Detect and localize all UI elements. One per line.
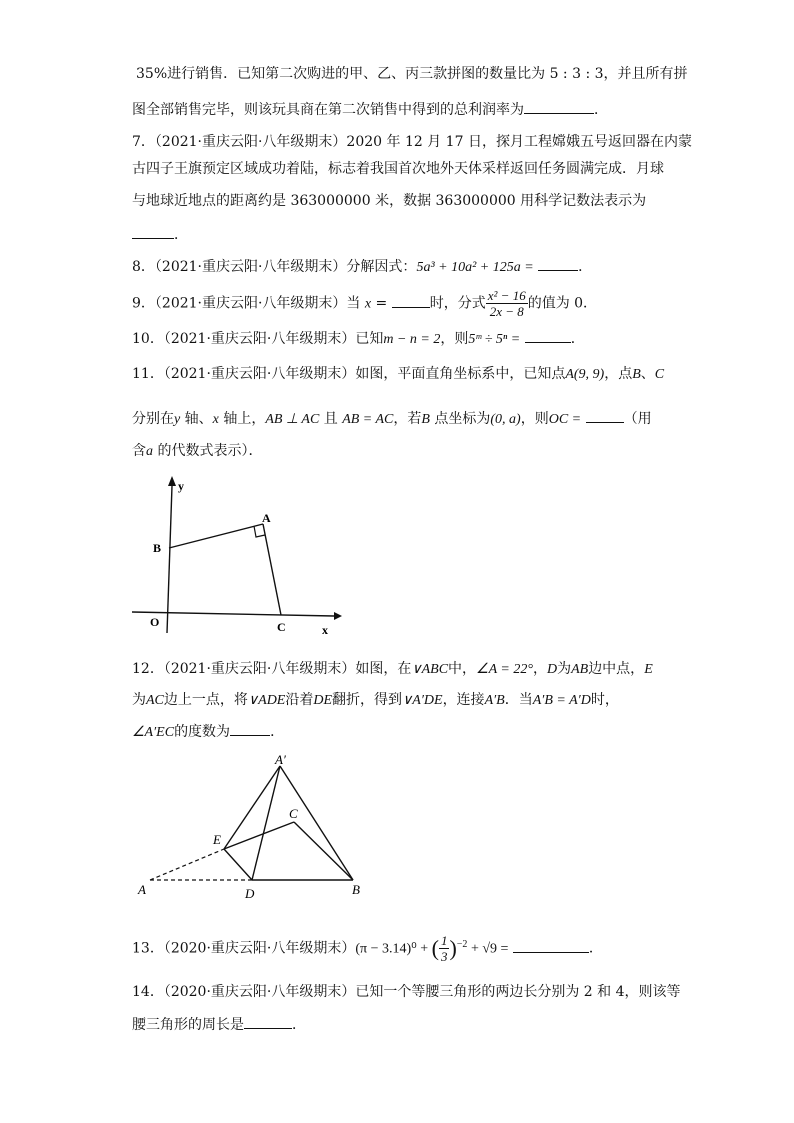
question-7-line: 7．（2021·重庆云阳·八年级期末）2020 年 12 月 17 日，探月工程嫦娥五号返回器在内蒙 <box>132 134 692 150</box>
text: 9．（2021·重庆云阳·八年级期末）当 <box>132 295 365 312</box>
figure-coordinate-diagram <box>120 468 350 646</box>
math-expression: OC = <box>548 412 582 427</box>
text: ，点 <box>604 366 633 382</box>
answer-blank[interactable] <box>525 328 571 343</box>
fraction <box>486 288 528 319</box>
label-y: y <box>178 479 184 493</box>
text: 为 <box>132 692 146 708</box>
text: 11．（2021·重庆云阳·八年级期末）如图，平面直角坐标系中，已知点 <box>132 366 566 382</box>
math-expression: A′B <box>484 693 505 708</box>
text-line <box>132 99 608 120</box>
segment-cb <box>294 822 353 880</box>
segment-a-prime-d <box>252 766 280 880</box>
text: 腰三角形的周长是 <box>132 1017 244 1033</box>
math-expression: ∠A′EC <box>132 725 175 740</box>
exponent: −2 <box>456 939 468 950</box>
math-expression: A′B = A′D <box>532 693 591 708</box>
question-7-line <box>132 224 188 245</box>
text: ． <box>292 1017 306 1033</box>
fraction-numerator: 1 <box>440 933 448 949</box>
math-var: DE <box>313 693 333 708</box>
question-14-line: 14．（2020·重庆云阳·八年级期末）已知一个等腰三角形的两边长分别为 2 和 4，则该等 <box>132 984 681 1000</box>
question-7-line: 与地球近地点的距离约是 363000000 米，数据 363000000 用科学记数法表示为 <box>132 193 647 209</box>
label-o: O <box>150 615 160 629</box>
text: 边中点， <box>588 661 645 677</box>
math-expression: ∠A = 22° <box>476 662 533 677</box>
text: ，连接 <box>442 692 485 708</box>
text: 为 <box>557 661 572 677</box>
answer-blank[interactable] <box>586 408 624 423</box>
text: 10．（2021·重庆云阳·八年级期末）已知 <box>132 331 384 347</box>
math-expression: (π − 3.14)⁰ + <box>355 941 432 957</box>
text: 翻折，得到 <box>332 692 403 708</box>
text: 12．（2021·重庆云阳·八年级期末）如图，在 <box>132 661 412 677</box>
math-var: a <box>146 444 153 459</box>
fraction-numerator: x² − 16 <box>487 288 526 303</box>
text: 分别在 <box>132 411 174 427</box>
text: 时，分式 <box>429 295 486 312</box>
text: ，则 <box>520 411 549 427</box>
text: 沿着 <box>285 692 314 708</box>
question-12-line <box>132 659 653 680</box>
math-expression: 5ᵐ ÷ 5ⁿ = <box>468 332 521 347</box>
question-12-line <box>132 721 284 743</box>
segment-ab <box>169 524 263 548</box>
question-13-line <box>132 930 603 964</box>
text: 且 <box>319 411 343 427</box>
question-7-line: 古四子王旗预定区域成功着陆，标志着我国首次地外天体采样返回任务圆满完成．月球 <box>132 161 664 177</box>
math-expression: (0, a) <box>490 412 521 427</box>
math-var: B <box>421 412 430 427</box>
text: 的度数为 <box>174 724 231 740</box>
segment-ec <box>224 822 294 849</box>
fraction-denominator: 2x − 8 <box>489 304 524 319</box>
question-11-line <box>132 441 262 462</box>
x-axis-arrow <box>334 612 342 620</box>
text: 的值为 0． <box>527 295 598 312</box>
label-e: E <box>213 832 221 847</box>
math-expression: + √9 = <box>467 941 509 957</box>
text: ， <box>532 661 547 677</box>
label-x: x <box>322 623 328 637</box>
text: ．当 <box>504 692 533 708</box>
text: ． <box>174 227 188 243</box>
answer-blank[interactable] <box>524 99 594 114</box>
segment-ae-dashed <box>150 849 224 880</box>
answer-blank[interactable] <box>513 938 589 953</box>
segment-a-prime-e <box>224 766 280 849</box>
math-expression: 5a³ + 10a² + 125a = <box>416 260 534 275</box>
text: 点坐标为 <box>429 411 491 427</box>
paren-open: ( <box>431 935 439 961</box>
math-var: C <box>654 367 665 382</box>
math-expression: AB ⊥ AC <box>265 412 320 427</box>
text: ． <box>570 331 585 347</box>
math-expression: ∨A′DE <box>402 693 443 708</box>
math-expression: A(9, 9) <box>565 367 605 382</box>
text: ，则 <box>440 331 469 347</box>
label-d: D <box>245 886 255 901</box>
text: 8．（2021·重庆云阳·八年级期末）分解因式： <box>132 259 417 275</box>
text: 中， <box>448 661 477 677</box>
label-a: A <box>262 511 271 525</box>
paren-close: ) <box>449 935 457 961</box>
math-var: AC <box>146 693 164 708</box>
math-var: D <box>546 662 558 677</box>
math-expression: ∨ABC <box>411 662 449 677</box>
question-10-line <box>132 328 585 350</box>
math-var: x <box>212 412 219 427</box>
segment-de <box>224 849 252 880</box>
answer-blank[interactable] <box>244 1014 292 1029</box>
math-var: AB <box>571 662 589 677</box>
text: 时， <box>590 692 619 708</box>
text: 轴上， <box>218 411 266 427</box>
label-c: C <box>277 620 286 634</box>
math-var: E <box>644 662 653 677</box>
math-var: y <box>174 412 181 427</box>
question-11-line <box>132 364 664 385</box>
text: 图全部销售完毕，则该玩具商在第二次销售中得到的总利润率为 <box>132 102 524 118</box>
segment-ac <box>263 524 281 615</box>
y-axis-arrow <box>168 476 176 486</box>
text: 、 <box>640 366 655 382</box>
math-expression: ∨ADE <box>247 693 286 708</box>
answer-blank[interactable] <box>392 293 430 308</box>
text: 轴、 <box>180 411 213 427</box>
math-expression: AB = AC <box>342 412 394 427</box>
fraction-denominator: 3 <box>440 949 448 965</box>
text: 边上一点，将 <box>163 692 248 708</box>
answer-blank[interactable] <box>230 721 270 736</box>
text: （用 <box>623 411 652 427</box>
text: 的代数式表示）． <box>153 443 263 459</box>
math-var: x <box>364 296 372 312</box>
text: ． <box>588 940 603 957</box>
question-12-line <box>132 690 619 711</box>
math-expression: m − n = 2 <box>383 332 441 347</box>
answer-blank[interactable] <box>132 224 174 239</box>
text: 含 <box>132 443 146 459</box>
label-a: A <box>138 882 146 897</box>
x-axis-line <box>132 612 334 616</box>
text: ． <box>594 102 608 118</box>
label-b: B <box>153 541 162 555</box>
text: = <box>371 295 392 312</box>
question-9-line <box>132 288 597 320</box>
text: ，若 <box>393 411 422 427</box>
label-a-prime: A′ <box>275 752 286 767</box>
label-c: C <box>289 806 298 821</box>
question-11-line <box>132 408 652 430</box>
label-b: B <box>352 882 360 897</box>
math-var: B <box>632 367 641 382</box>
figure-triangle-fold <box>130 752 370 904</box>
question-14-line <box>132 1014 306 1035</box>
answer-blank[interactable] <box>538 256 578 271</box>
text: ． <box>578 259 593 275</box>
text: 13．（2020·重庆云阳·八年级期末） <box>132 940 356 957</box>
question-8-line <box>132 256 592 278</box>
text-line: 35%进行销售．已知第二次购进的甲、乙、丙三款拼图的数量比为 5 : 3 : 3，并且所有拼 <box>136 66 688 82</box>
fraction <box>439 933 450 964</box>
y-axis-line <box>167 486 172 633</box>
text: ． <box>270 724 285 740</box>
